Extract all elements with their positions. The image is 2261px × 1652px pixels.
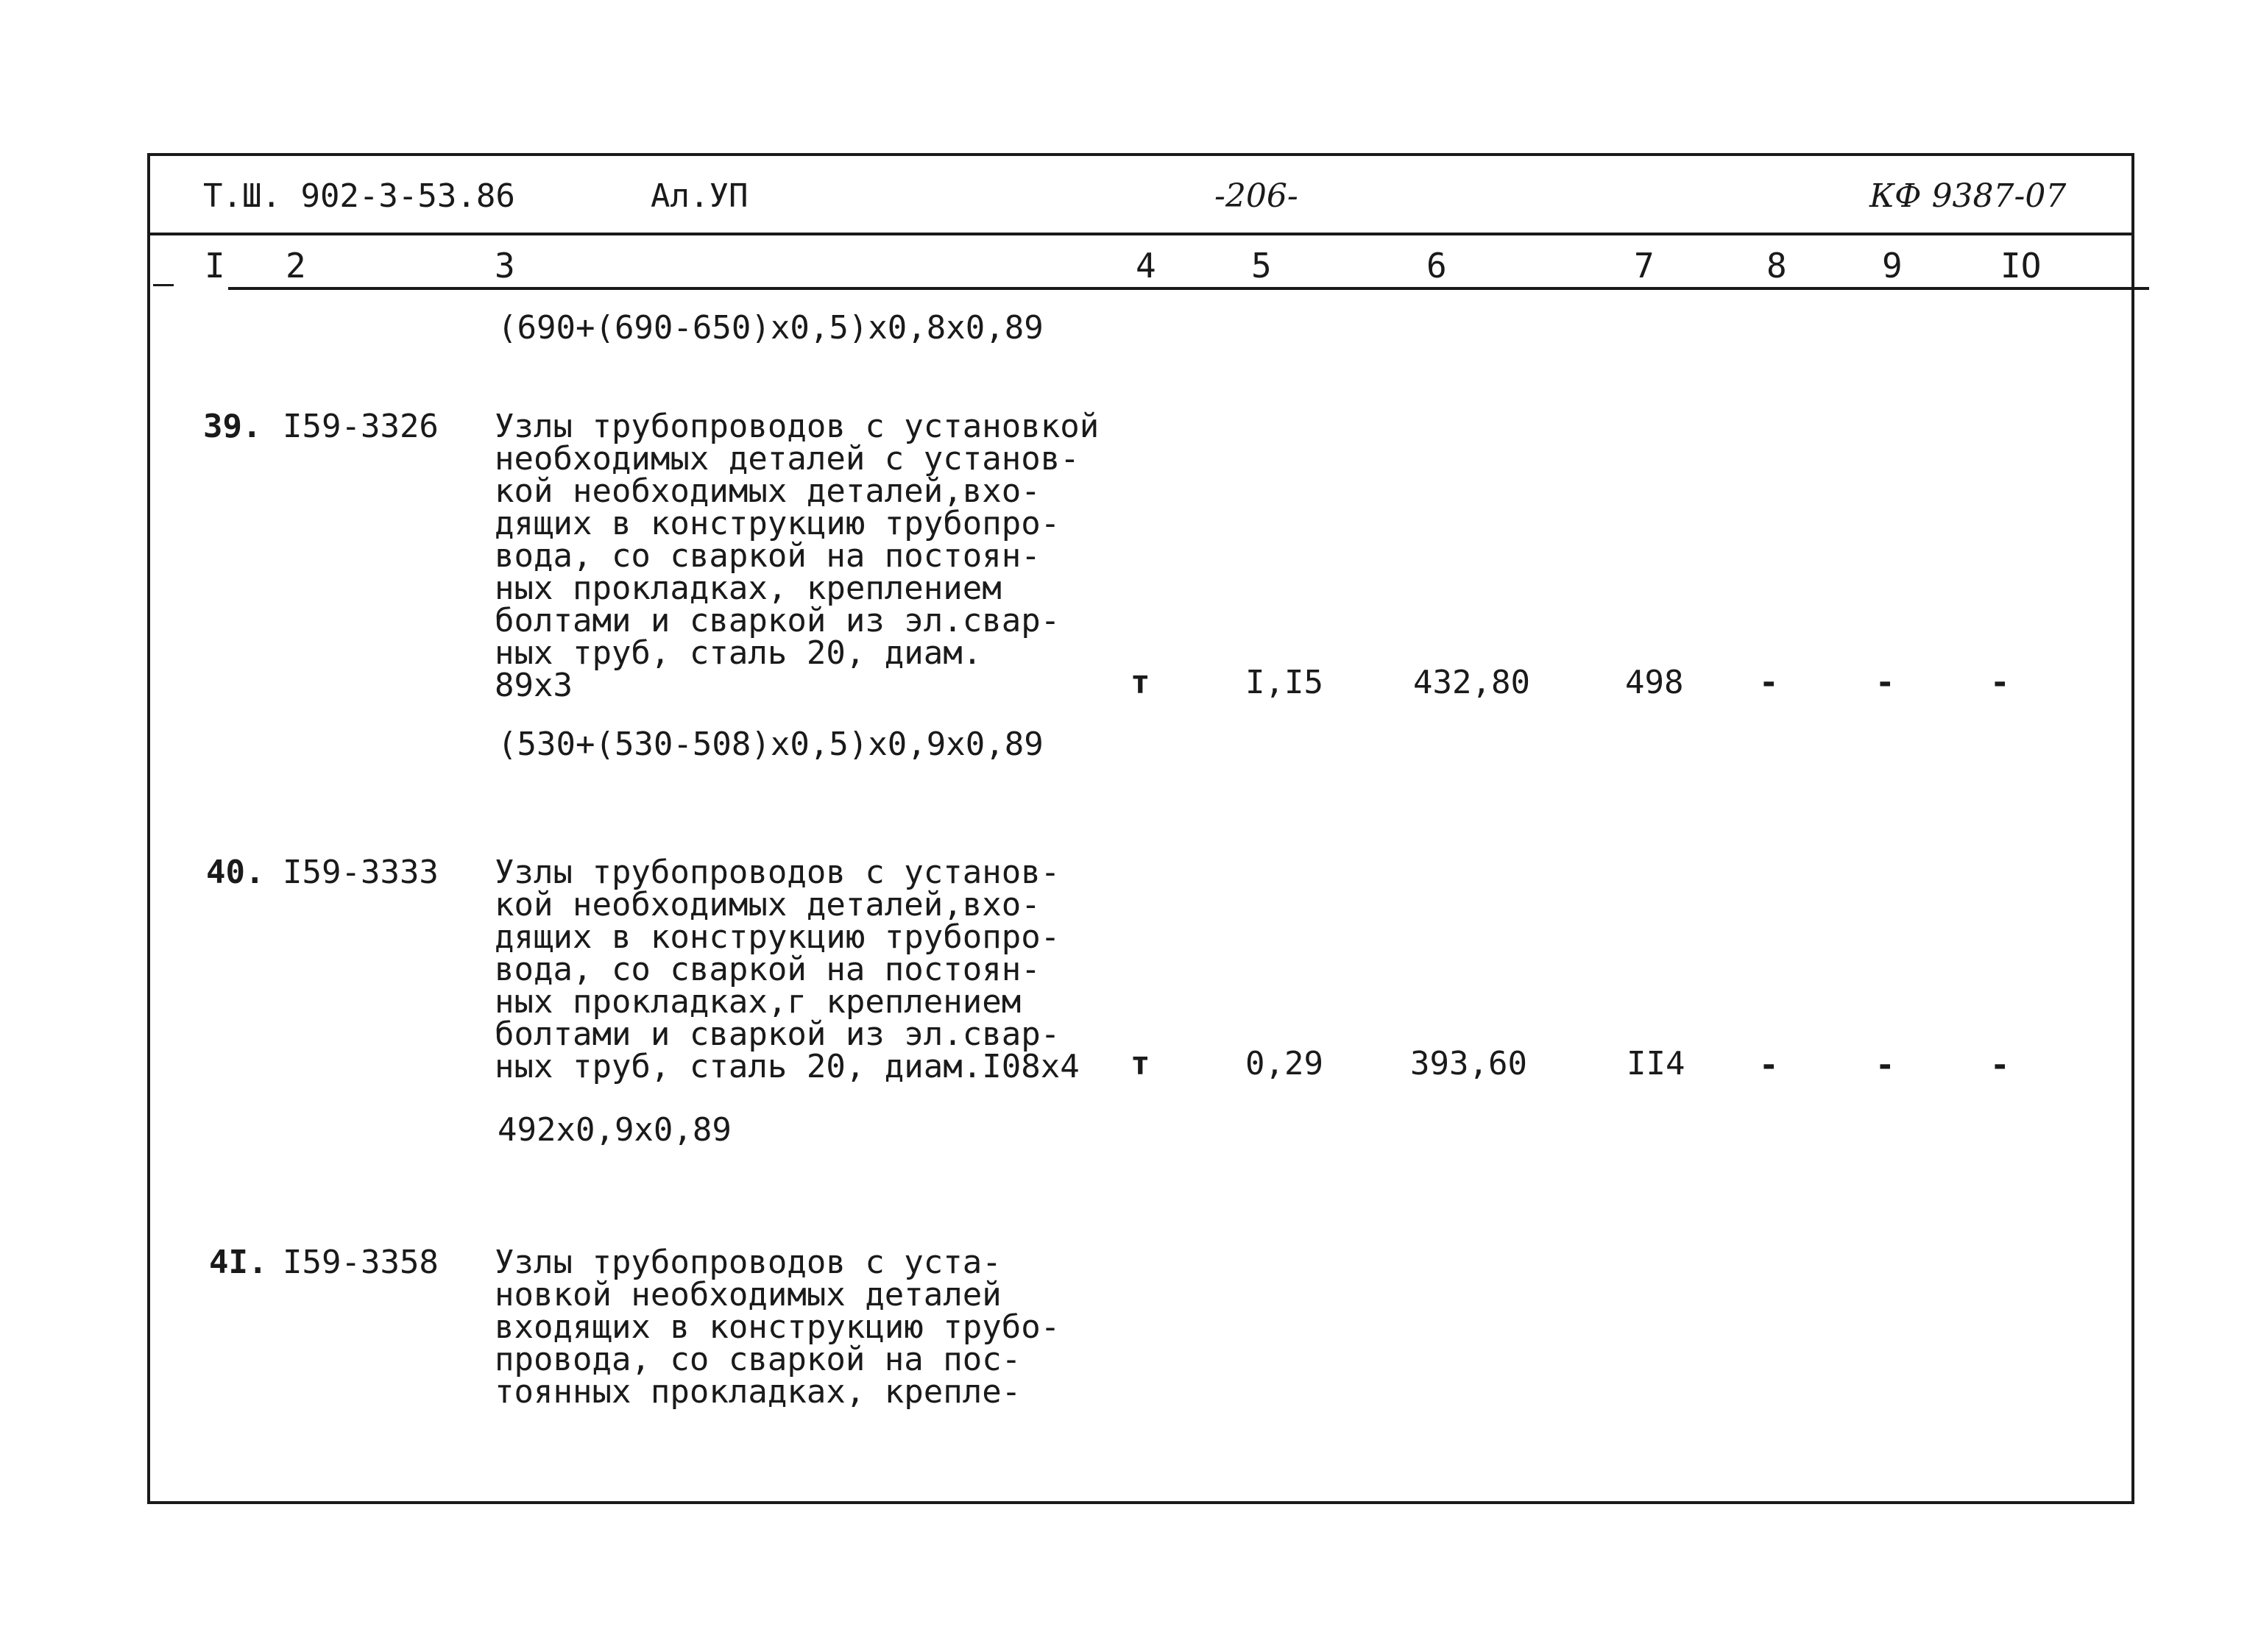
col-header-2: 2 <box>286 246 306 286</box>
page-frame <box>147 153 2134 1504</box>
desc-line: ных прокладках, креплением <box>495 570 1002 607</box>
row-39-code: I59-3326 <box>283 408 439 445</box>
row-39-cost: 498 <box>1625 664 1684 701</box>
row-40-code: I59-3333 <box>283 854 439 891</box>
row-40-formula: 492x0,9x0,89 <box>498 1111 732 1149</box>
col-header-4: 4 <box>1136 246 1156 286</box>
desc-line: болтами и сваркой из эл.свар- <box>495 602 1061 639</box>
row-40-cost: II4 <box>1627 1045 1685 1082</box>
row-39-formula: (530+(530-508)x0,5)x0,9x0,89 <box>498 726 1044 763</box>
row-39-unit: т <box>1130 664 1150 701</box>
row-40-col10: - <box>1990 1046 2010 1084</box>
row-40-number: 40. <box>206 854 265 891</box>
page-number: -206- <box>1214 177 1298 215</box>
desc-line: провода, со сваркой на пос- <box>495 1341 1022 1378</box>
row-40-price: 393,60 <box>1410 1045 1527 1082</box>
col-header-3: 3 <box>495 246 515 286</box>
album-label: Ал.УП <box>651 177 749 215</box>
desc-line: кой необходимых деталей,вхо- <box>495 886 1041 924</box>
col-header-5: 5 <box>1251 246 1272 286</box>
desc-line: кой необходимых деталей,вхо- <box>495 472 1041 510</box>
header-divider <box>147 233 2134 235</box>
desc-line: ных труб, сталь 20, диам. <box>495 634 983 672</box>
desc-line: 89x3 <box>495 667 573 704</box>
desc-line: входящих в конструкцию трубо- <box>495 1308 1061 1346</box>
row-41-code: I59-3358 <box>283 1244 439 1281</box>
continuation-formula: (690+(690-650)x0,5)x0,8x0,89 <box>498 309 1044 347</box>
row-39-price: 432,80 <box>1413 664 1530 701</box>
desc-line: Узлы трубопроводов с уста- <box>495 1244 1002 1281</box>
desc-line: Узлы трубопроводов с установ- <box>495 854 1061 891</box>
doc-reference: Т.Ш. 902-3-53.86 <box>203 177 515 215</box>
row-41-description <box>495 1244 1061 1411</box>
margin-tick <box>153 284 174 286</box>
desc-line: ных труб, сталь 20, диам.I08x4 <box>495 1048 1080 1085</box>
desc-line: необходимых деталей с установ- <box>495 440 1080 478</box>
row-39-description <box>495 408 1100 704</box>
row-39-number: 39. <box>203 408 262 445</box>
desc-line: дящих в конструкцию трубопро- <box>495 918 1061 956</box>
row-40-quantity: 0,29 <box>1245 1045 1323 1082</box>
row-39-col9: - <box>1875 664 1895 701</box>
col-header-7: 7 <box>1634 246 1655 286</box>
desc-line: ных прокладках,г креплением <box>495 983 1022 1021</box>
col-header-6: 6 <box>1426 246 1447 286</box>
desc-line: болтами и сваркой из эл.свар- <box>495 1015 1061 1053</box>
row-40-description <box>495 854 1080 1085</box>
row-40-col9: - <box>1875 1046 1895 1084</box>
desc-line: вода, со сваркой на постоян- <box>495 951 1041 988</box>
col-header-10: IO <box>2000 246 2042 286</box>
column-header-divider <box>228 287 2149 290</box>
desc-line: тоянных прокладках, крепле- <box>495 1373 1022 1411</box>
row-39-col10: - <box>1990 664 2010 701</box>
row-41-number: 4I. <box>209 1244 268 1281</box>
row-39-quantity: I,I5 <box>1245 664 1323 701</box>
document-code: КФ 9387-07 <box>1869 177 2067 215</box>
desc-line: новкой необходимых деталей <box>495 1276 1002 1314</box>
desc-line: Узлы трубопроводов с установкой <box>495 408 1100 445</box>
col-header-1: I <box>205 246 225 286</box>
col-header-8: 8 <box>1766 246 1787 286</box>
desc-line: дящих в конструкцию трубопро- <box>495 505 1061 542</box>
row-39-col8: - <box>1759 664 1779 701</box>
col-header-9: 9 <box>1882 246 1903 286</box>
row-40-unit: т <box>1130 1045 1150 1082</box>
desc-line: вода, со сваркой на постоян- <box>495 537 1041 575</box>
row-40-col8: - <box>1759 1046 1779 1084</box>
